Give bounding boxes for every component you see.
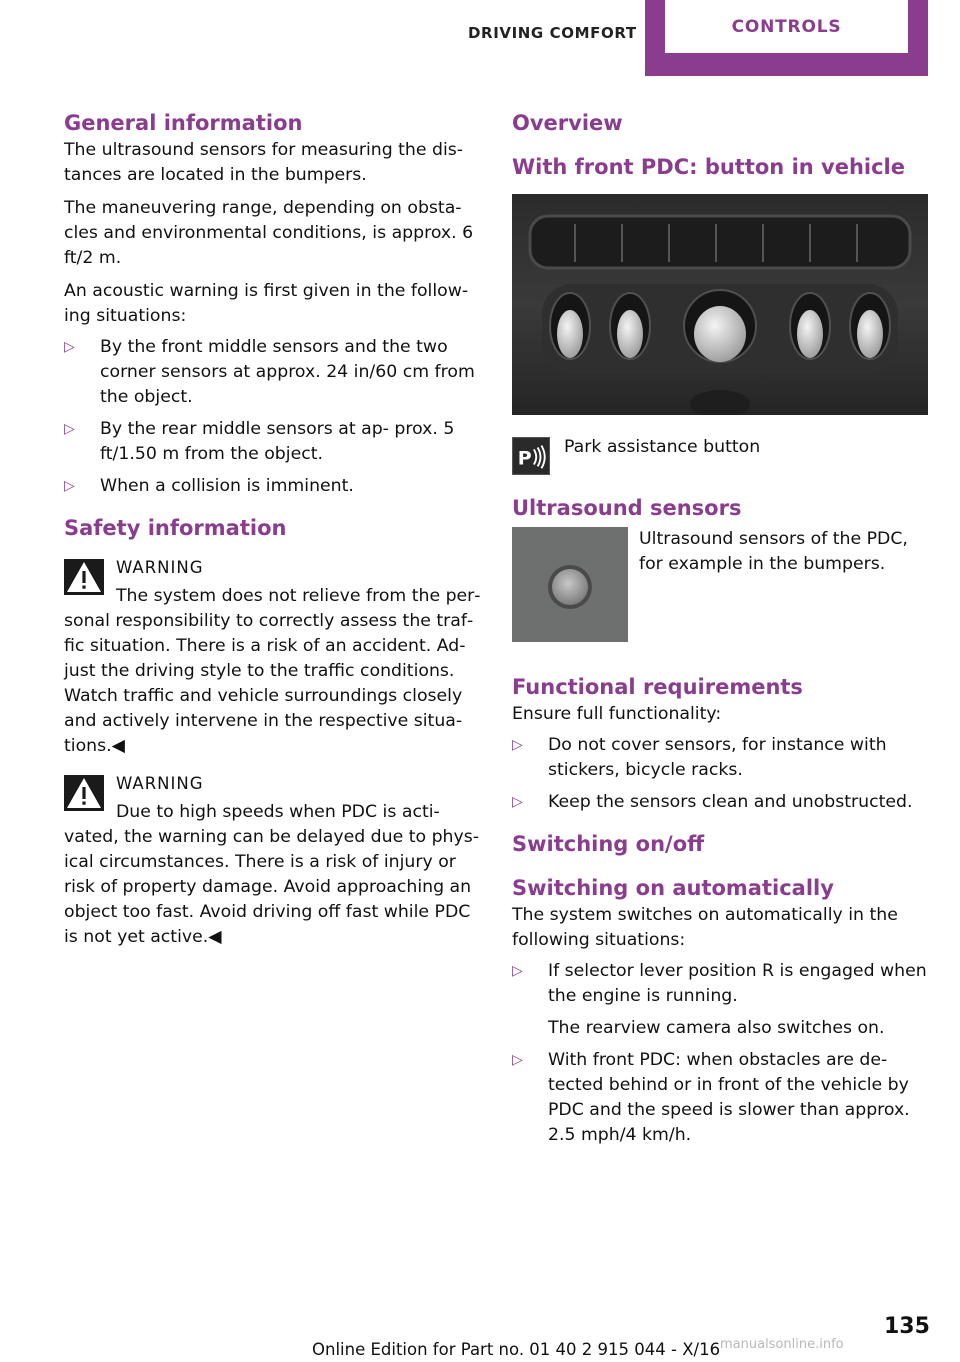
ultrasound-sensors-heading: Ultrasound sensors <box>512 496 742 520</box>
chapter-tab <box>645 0 928 76</box>
bullet-marker: ▷ <box>512 1052 523 1068</box>
ultrasound-sensors-text: Ultrasound sensors of the PDC, for example in the bumpers. <box>639 529 908 574</box>
bumper-sensor-photo <box>512 527 628 642</box>
warning-text: sonal responsibility to correctly assess the traf‐ fic situation. There is a risk of an accident. Ad‐ just the driving style to the traffic conditions. Watch traffic and vehicle surroundings closely and actively intervene in the respective situa‐ tions.◀ <box>64 611 474 756</box>
functional-requirements-list <box>512 733 930 815</box>
warning-text-first-line: The system does not relieve from the per‐ <box>116 586 481 606</box>
list-item: ▷ Do not cover sensors, for instance with stickers, bicycle racks. <box>512 735 887 780</box>
switching-auto-intro: The system switches on automatically in the following situations: <box>512 905 898 950</box>
page-number: 135 <box>884 1314 930 1339</box>
chapter-title: CONTROLS <box>731 16 842 37</box>
switching-auto-subheading: Switching on automatically <box>512 876 834 900</box>
edition-footer: Online Edition for Part no. 01 40 2 915 044 - X/16 <box>312 1340 721 1359</box>
switching-heading: Switching on/off <box>512 832 705 856</box>
safety-info-heading: Safety information <box>64 516 287 540</box>
list-item: ▷ Keep the sensors clean and unobstructed. <box>512 790 930 815</box>
general-info-paragraph-3: An acoustic warning is first given in the follow‐ ing situations: <box>64 281 469 326</box>
warning-block-2 <box>64 771 482 950</box>
bullet-marker: ▷ <box>512 794 523 810</box>
warning-text-first-line: Due to high speeds when PDC is acti‐ <box>116 802 440 822</box>
warning-triangle-icon <box>64 775 104 811</box>
list-item: ▷ With front PDC: when obstacles are de‐ tected behind or in front of the vehicle by PDC and the speed is slower than approx. 2.5 mph/4 km/h. <box>512 1050 910 1145</box>
left-column <box>64 108 482 950</box>
warning-situations-list <box>64 335 482 499</box>
list-item: ▷ By the rear middle sensors at ap‐ prox. 5 ft/1.50 m from the object. <box>64 419 455 464</box>
bullet-marker: ▷ <box>512 737 523 753</box>
list-item: ▷ When a collision is imminent. <box>64 474 482 499</box>
svg-text:P: P <box>517 447 532 470</box>
bullet-marker: ▷ <box>64 421 75 437</box>
front-pdc-subheading: With front PDC: button in vehicle <box>512 155 906 179</box>
sensor-section <box>512 527 930 642</box>
list-item: ▷ If selector lever position R is engaged when the engine is running. The rearview camera also switches on. <box>512 959 930 1041</box>
warning-text: vated, the warning can be delayed due to phys‐ ical circumstances. There is a risk of injury or risk of property damage. Avoid approaching an object too fast. Avoid driving off fast while PDC is not yet active.◀ <box>64 827 479 947</box>
warning-title: WARNING <box>116 558 204 577</box>
bullet-marker: ▷ <box>64 339 75 355</box>
chapter-tab-label-box <box>665 0 908 53</box>
bullet-marker: ▷ <box>64 478 75 494</box>
park-assistance-icon <box>512 437 550 475</box>
right-column <box>512 108 930 1155</box>
warning-title: WARNING <box>116 774 204 793</box>
watermark: manualsonline.info <box>720 1337 844 1352</box>
list-item-note: The rearview camera also switches on. <box>548 1018 885 1038</box>
park-assist-legend-label: Park assistance button <box>564 437 761 457</box>
general-info-paragraph-2: The maneuvering range, depending on obsta‐ cles and environmental conditions, is approx. 6 ft/2 m. <box>64 198 474 268</box>
functional-requirements-intro: Ensure full functionality: <box>512 704 722 724</box>
center-console-photo <box>512 194 928 415</box>
list-item: ▷ By the front middle sensors and the two corner sensors at approx. 24 in/60 cm from the object. <box>64 337 475 407</box>
general-info-paragraph-1: The ultrasound sensors for measuring the dis‐ tances are located in the bumpers. <box>64 140 464 185</box>
switching-auto-list <box>512 959 930 1148</box>
section-title: DRIVING COMFORT <box>468 24 637 42</box>
functional-requirements-heading: Functional requirements <box>512 675 803 699</box>
overview-heading: Overview <box>512 111 623 135</box>
general-info-heading: General information <box>64 111 303 135</box>
park-assist-legend <box>512 437 930 475</box>
warning-block-1 <box>64 555 482 759</box>
bullet-marker: ▷ <box>512 963 523 979</box>
warning-triangle-icon <box>64 559 104 595</box>
